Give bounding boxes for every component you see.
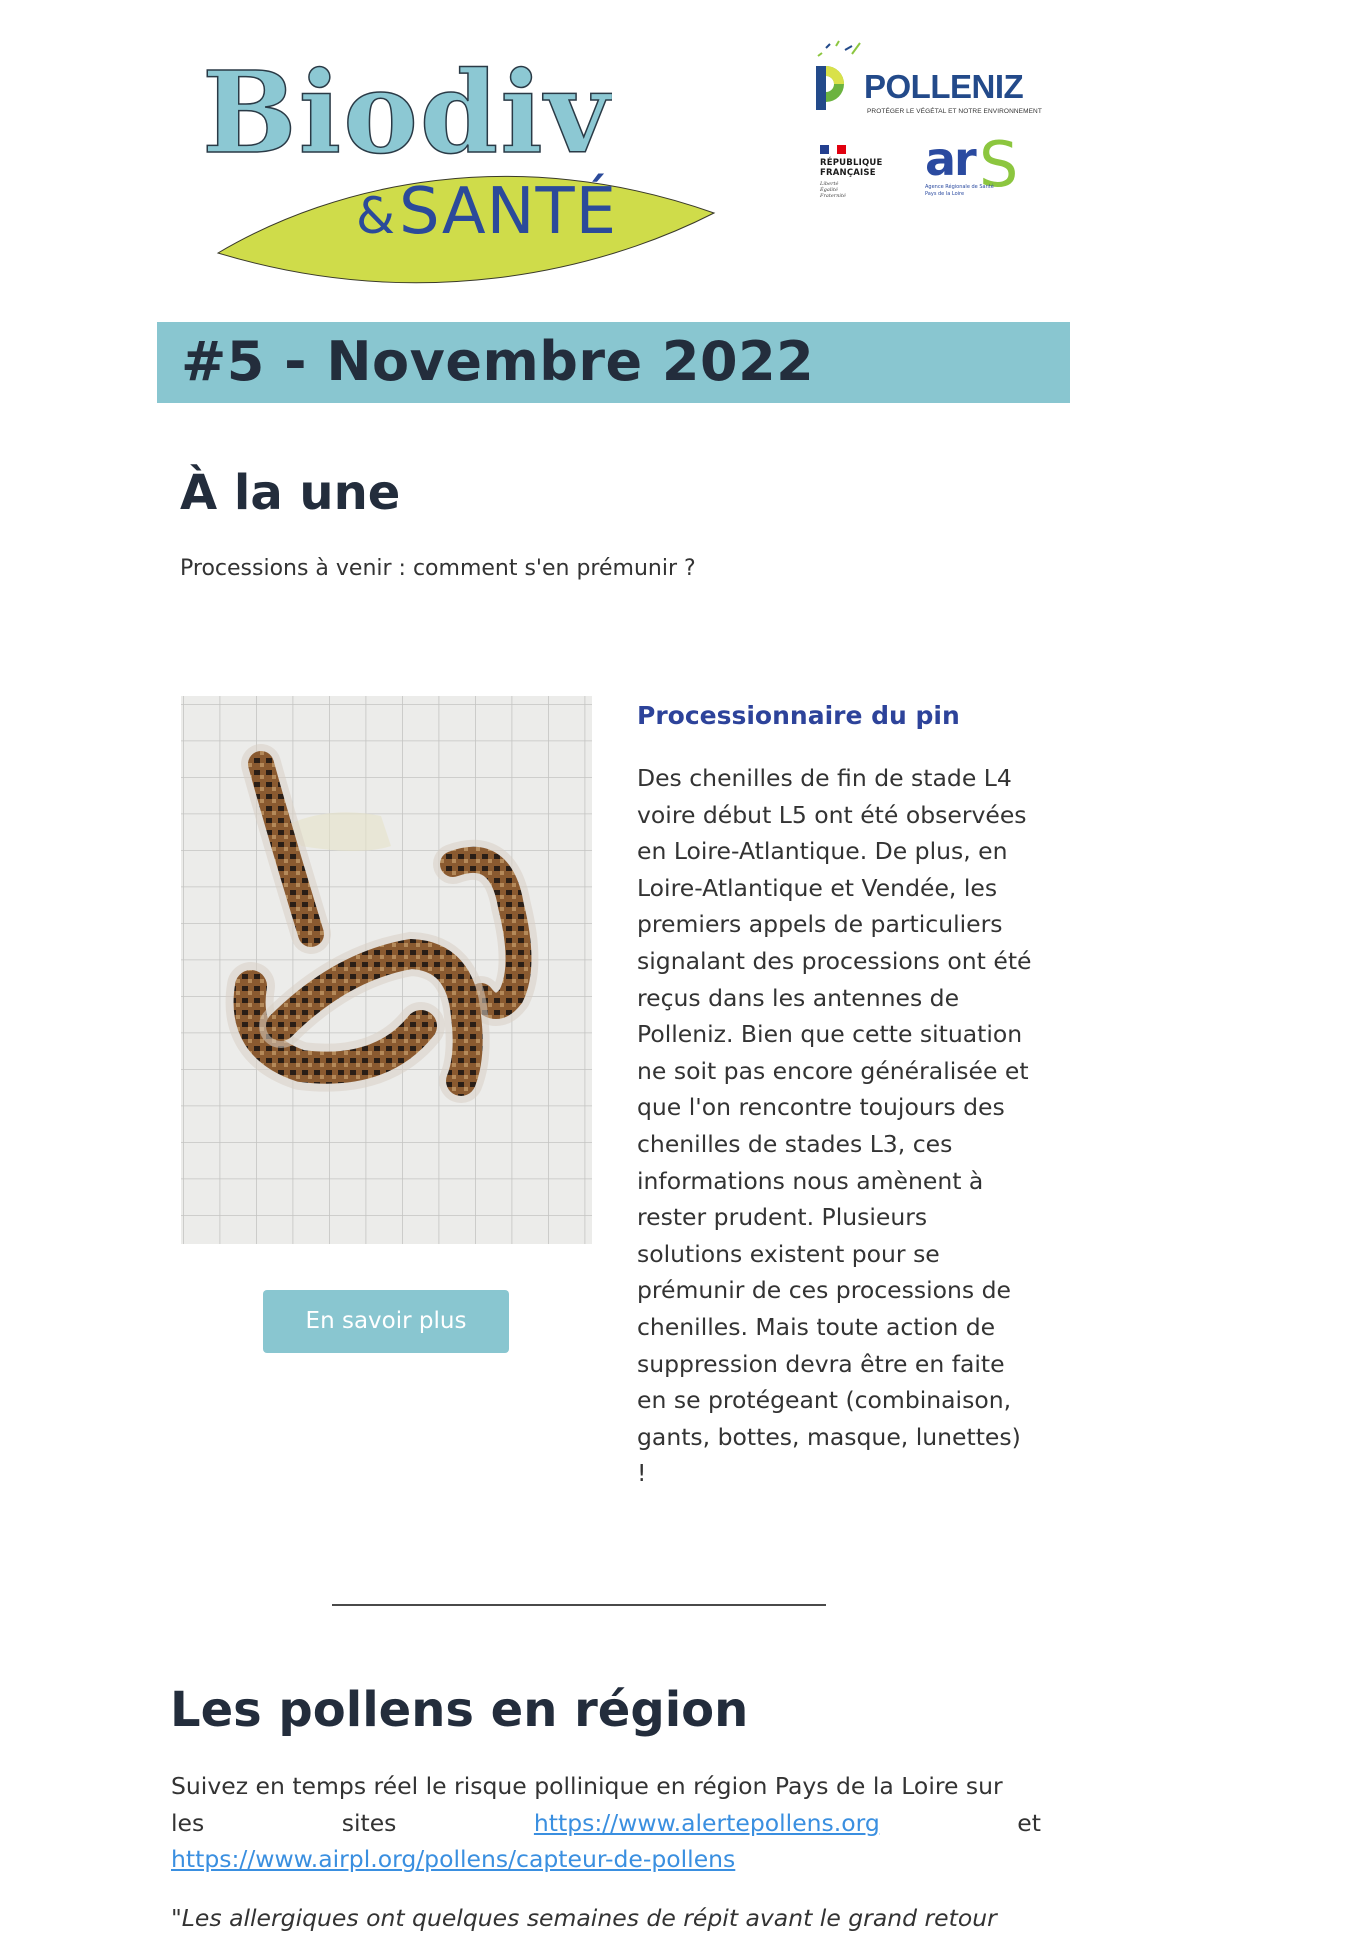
pollens-paragraph: Suivez en temps réel le risque pollinique en région Pays de la Loire sur les sites https://www.alertepollens.org et https://www.airpl.org/pollens/capteur-de-pollens (171, 1772, 1041, 1873)
section-subtitle: Processions à venir : comment s'en prémunir ? (180, 556, 696, 581)
polleniz-name: POLLENIZ (864, 68, 1024, 105)
section-divider (332, 1604, 826, 1606)
biodiv-logo-text: Biodiv (202, 58, 612, 166)
sante-logo-text: &SANTÉ (356, 175, 617, 249)
french-flag-icon (820, 145, 846, 154)
republique-francaise-logo: RÉPUBLIQUE FRANÇAISE Liberté Égalité Fraternité (820, 145, 910, 205)
issue-title: #5 - Novembre 2022 (181, 330, 815, 393)
section-heading-a-la-une: À la une (180, 465, 401, 521)
en-savoir-plus-button[interactable]: En savoir plus (263, 1290, 509, 1353)
article-title: Processionnaire du pin (637, 701, 960, 730)
biodiv-sante-logo (196, 58, 716, 298)
airpl-capteur-link[interactable]: https://www.airpl.org/pollens/capteur-de-pollens (171, 1845, 736, 1873)
polleniz-logo (812, 40, 1042, 120)
pollens-quote: "Les allergiques ont quelques semaines de répit avant le grand retour (171, 1904, 997, 1932)
caterpillars-photo (181, 696, 592, 1244)
caterpillars-image (181, 696, 592, 1244)
issue-banner (157, 322, 1070, 403)
alertepollens-link[interactable]: https://www.alertepollens.org (533, 1808, 880, 1837)
article-body: Des chenilles de fin de stade L4 voire début L5 ont été observées en Loire-Atlantique. De plus, en Loire-Atlantique et Vendée, les premiers appels de particuliers signalant des processions ont été reçus dans les antennes de Polleniz. Bien que cette situation ne soit pas encore généralisée et que l'on rencontre toujours des chenilles de stades L3, ces informations nous amènent à rester prudent. Plusieurs solutions existent pour se prémunir de ces processions de chenilles. Mais toute action de suppression devra être en faite en se protégeant (combinaison, gants, bottes, masque, lunettes) ! (637, 764, 1032, 1488)
polleniz-p-icon (812, 40, 864, 115)
polleniz-tagline: PROTÉGER LE VÉGÉTAL ET NOTRE ENVIRONNEMENT (867, 108, 1042, 115)
section-heading-pollens: Les pollens en région (170, 1682, 749, 1738)
ars-logo: ar S Agence Régionale de Santé Pays de la Loire (925, 128, 1019, 201)
